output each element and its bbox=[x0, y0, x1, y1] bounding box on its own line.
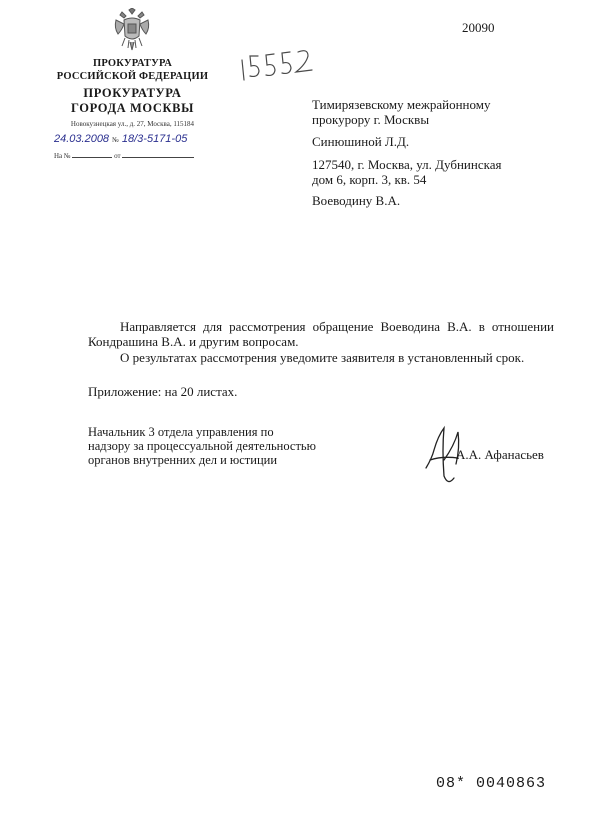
signatory-name: А.А. Афанасьев bbox=[456, 447, 544, 462]
reg-no-label: № bbox=[112, 136, 119, 144]
document-number: 20090 bbox=[462, 20, 495, 35]
registration-stamp bbox=[54, 133, 187, 145]
handwritten-number-note bbox=[236, 46, 316, 82]
reg-date: 24.03.2008 bbox=[54, 133, 110, 145]
recipient-name-2: Воеводину В.А. bbox=[312, 193, 401, 208]
org-address: Новокузнецкая ул., д. 27, Москва, 115184 bbox=[70, 120, 195, 128]
ref-from-label: от bbox=[114, 152, 121, 160]
attachment-note: Приложение: на 20 листах. bbox=[88, 384, 238, 399]
org-name-moscow: ПРОКУРАТУРА ГОРОДА МОСКВЫ bbox=[71, 86, 194, 115]
body-paragraph-1: Направляется для рассмотрения обращение Воеводина В.А. в отношении Кондрашина В.А. и другим вопросам. bbox=[88, 319, 554, 349]
ref-no-blank bbox=[72, 150, 112, 158]
recipient-prosecutor: Тимирязевскому межрайонному прокурору г. Москвы bbox=[312, 97, 491, 127]
reg-number: 18/3-5171-05 bbox=[121, 133, 188, 145]
ref-no-label: На № bbox=[54, 152, 71, 160]
recipient-name-1: Синюшиной Л.Д. bbox=[312, 134, 410, 149]
double-headed-eagle-emblem bbox=[112, 8, 152, 52]
org-name-federation: ПРОКУРАТУРА РОССИЙСКОЙ ФЕДЕРАЦИИ bbox=[56, 58, 209, 82]
reference-line bbox=[54, 150, 194, 160]
serial-number: 08* 0040863 bbox=[436, 775, 547, 792]
recipient-address: 127540, г. Москва, ул. Дубнинская дом 6, корп. 3, кв. 54 bbox=[312, 157, 502, 187]
body-paragraph-2: О результатах рассмотрения уведомите заявителя в установленный срок. bbox=[120, 350, 525, 365]
ref-date-blank bbox=[122, 150, 194, 158]
signatory-title: Начальник 3 отдела управления по надзору за процессуальной деятельностью органов внутренних дел и юстиции bbox=[88, 425, 316, 467]
